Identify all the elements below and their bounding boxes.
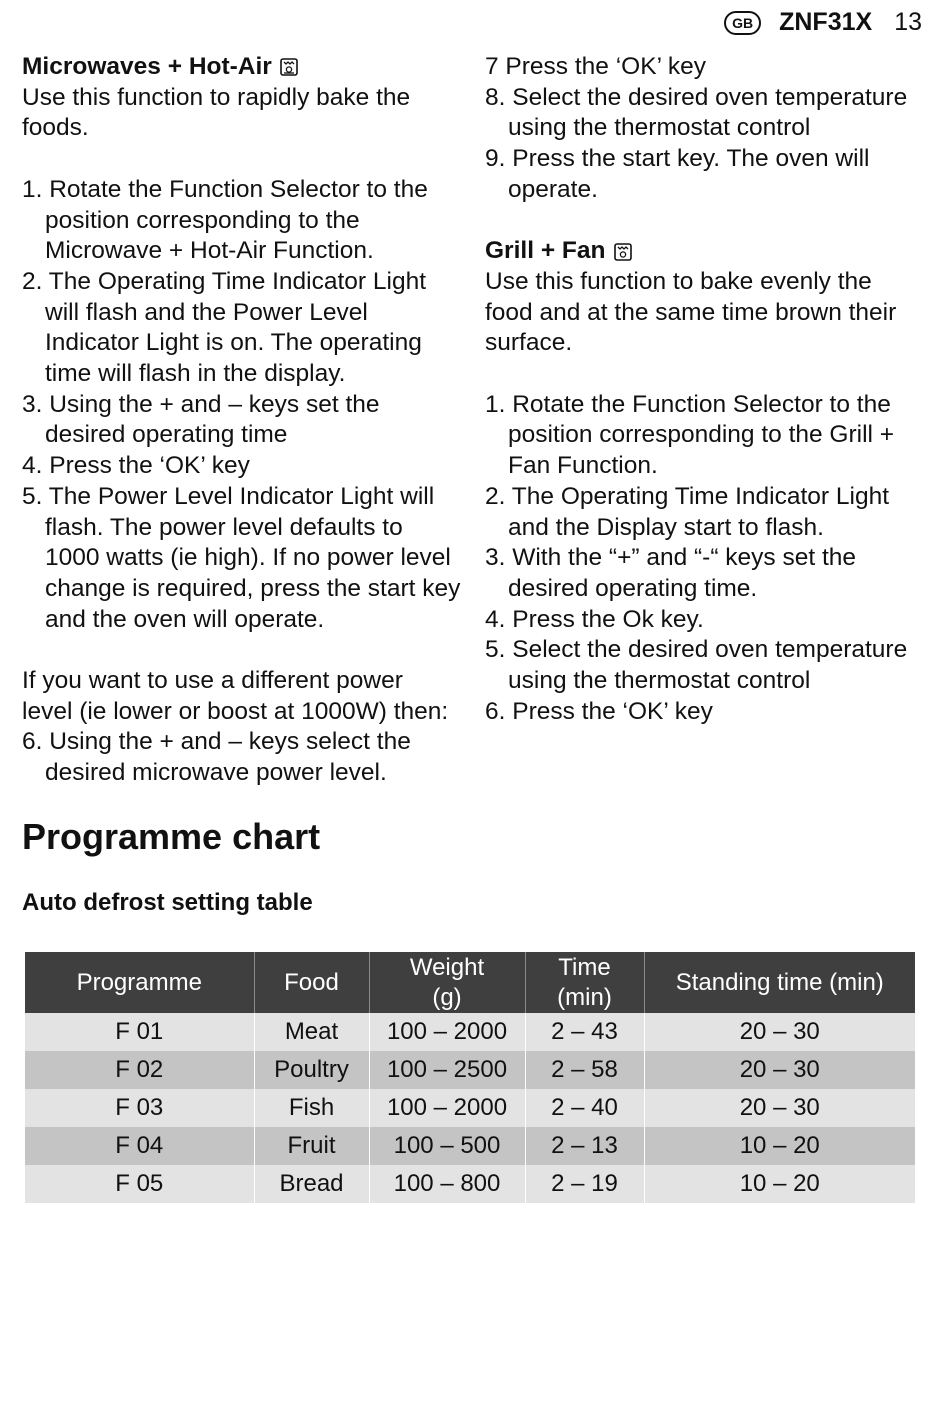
cell-food: Meat <box>254 1013 369 1051</box>
left-column <box>22 52 462 789</box>
right-column <box>485 52 925 727</box>
instruction-step: 7 Press the ‘OK’ key <box>485 53 707 80</box>
instruction-step: 4. Press the ‘OK’ key <box>22 452 250 480</box>
instruction-step: 9. Press the start key. The oven will operate. <box>485 145 870 203</box>
note-line: If you want to use a different power <box>22 667 403 695</box>
page-number: 13 <box>894 8 922 36</box>
cell-food: Bread <box>254 1165 369 1203</box>
oven-fan-grill-icon <box>280 58 298 76</box>
page-header <box>724 8 922 37</box>
cell-food: Poultry <box>254 1051 369 1089</box>
cell-standing-time: 10 – 20 <box>644 1165 915 1203</box>
defrost-table-title: Auto defrost setting table <box>22 889 313 916</box>
instruction-step: 2. The Operating Time Indicator Light will flash and the Power Level Indicator Light is on. The operating time will flash in the display. <box>22 267 427 388</box>
column-header-standing-time: Standing time (min) <box>644 952 915 1013</box>
country-badge: GB <box>724 11 761 35</box>
note-line: level (ie lower or boost at 1000W) then: <box>22 697 449 725</box>
column-header-weight: Weight (g) <box>369 952 525 1013</box>
intro-line: food and at the same time brown their <box>485 298 897 326</box>
grill-fan-icon <box>614 243 632 261</box>
cell-time: 2 – 58 <box>525 1051 644 1089</box>
table-row <box>25 1165 915 1203</box>
instruction-step: 4. Press the Ok key. <box>485 605 704 633</box>
cell-weight: 100 – 2500 <box>369 1051 525 1089</box>
column-header-food: Food <box>254 952 369 1013</box>
cell-time: 2 – 40 <box>525 1089 644 1127</box>
instruction-step: 3. Using the + and – keys set the desired operating time <box>22 390 380 449</box>
table-row <box>25 1051 915 1089</box>
instruction-step: 5. Select the desired oven temperature using the thermostat control <box>485 636 908 695</box>
cell-standing-time: 20 – 30 <box>644 1013 915 1051</box>
instruction-step: 2. The Operating Time Indicator Light and the Display start to flash. <box>485 482 890 541</box>
instruction-step: 1. Rotate the Function Selector to the position corresponding to the Grill + Fan Function. <box>485 390 895 480</box>
cell-time: 2 – 13 <box>525 1127 644 1165</box>
cell-programme: F 02 <box>25 1051 254 1089</box>
cell-weight: 100 – 2000 <box>369 1013 525 1051</box>
table-row <box>25 1127 915 1165</box>
cell-food: Fish <box>254 1089 369 1127</box>
cell-weight: 100 – 500 <box>369 1127 525 1165</box>
section-title-text: Grill + Fan <box>485 237 606 265</box>
section-title-text: Microwaves + Hot-Air <box>22 53 272 80</box>
cell-food: Fruit <box>254 1127 369 1165</box>
instruction-step: 3. With the “+” and “-“ keys set the desired operating time. <box>485 544 857 602</box>
cell-time: 2 – 19 <box>525 1165 644 1203</box>
instruction-step: 8. Select the desired oven temperature using the thermostat control <box>485 83 908 142</box>
cell-weight: 100 – 2000 <box>369 1089 525 1127</box>
cell-programme: F 05 <box>25 1165 254 1203</box>
table-row <box>25 1089 915 1127</box>
programme-chart-title: Programme chart <box>22 816 321 857</box>
cell-standing-time: 20 – 30 <box>644 1051 915 1089</box>
cell-standing-time: 10 – 20 <box>644 1127 915 1165</box>
instruction-step: 6. Using the + and – keys select the desired microwave power level. <box>22 728 411 787</box>
intro-line: Use this function to rapidly bake the <box>22 83 411 111</box>
intro-line: Use this function to bake evenly the <box>485 267 872 295</box>
table-row <box>25 1013 915 1051</box>
cell-weight: 100 – 800 <box>369 1165 525 1203</box>
instruction-step: 1. Rotate the Function Selector to the position corresponding to the Microwave + Hot-Air Function. <box>22 175 428 265</box>
intro-line: foods. <box>22 114 89 142</box>
intro-line: surface. <box>485 329 573 357</box>
section-title-grill-fan <box>485 236 925 267</box>
column-header-programme: Programme <box>25 952 254 1013</box>
instruction-step: 5. The Power Level Indicator Light will flash. The power level defaults to 1000 watts (ie high). If no power level change is required, press the start key and the oven will operate. <box>22 482 461 633</box>
table-header-row <box>25 952 915 1013</box>
cell-time: 2 – 43 <box>525 1013 644 1051</box>
cell-programme: F 04 <box>25 1127 254 1165</box>
cell-standing-time: 20 – 30 <box>644 1089 915 1127</box>
column-header-time: Time (min) <box>525 952 644 1013</box>
instruction-step: 6. Press the ‘OK’ key <box>485 697 713 725</box>
cell-programme: F 01 <box>25 1013 254 1051</box>
section-title-microwaves-hot-air <box>22 52 462 83</box>
model-number: ZNF31X <box>779 8 873 36</box>
cell-programme: F 03 <box>25 1089 254 1127</box>
auto-defrost-table <box>25 952 915 1203</box>
